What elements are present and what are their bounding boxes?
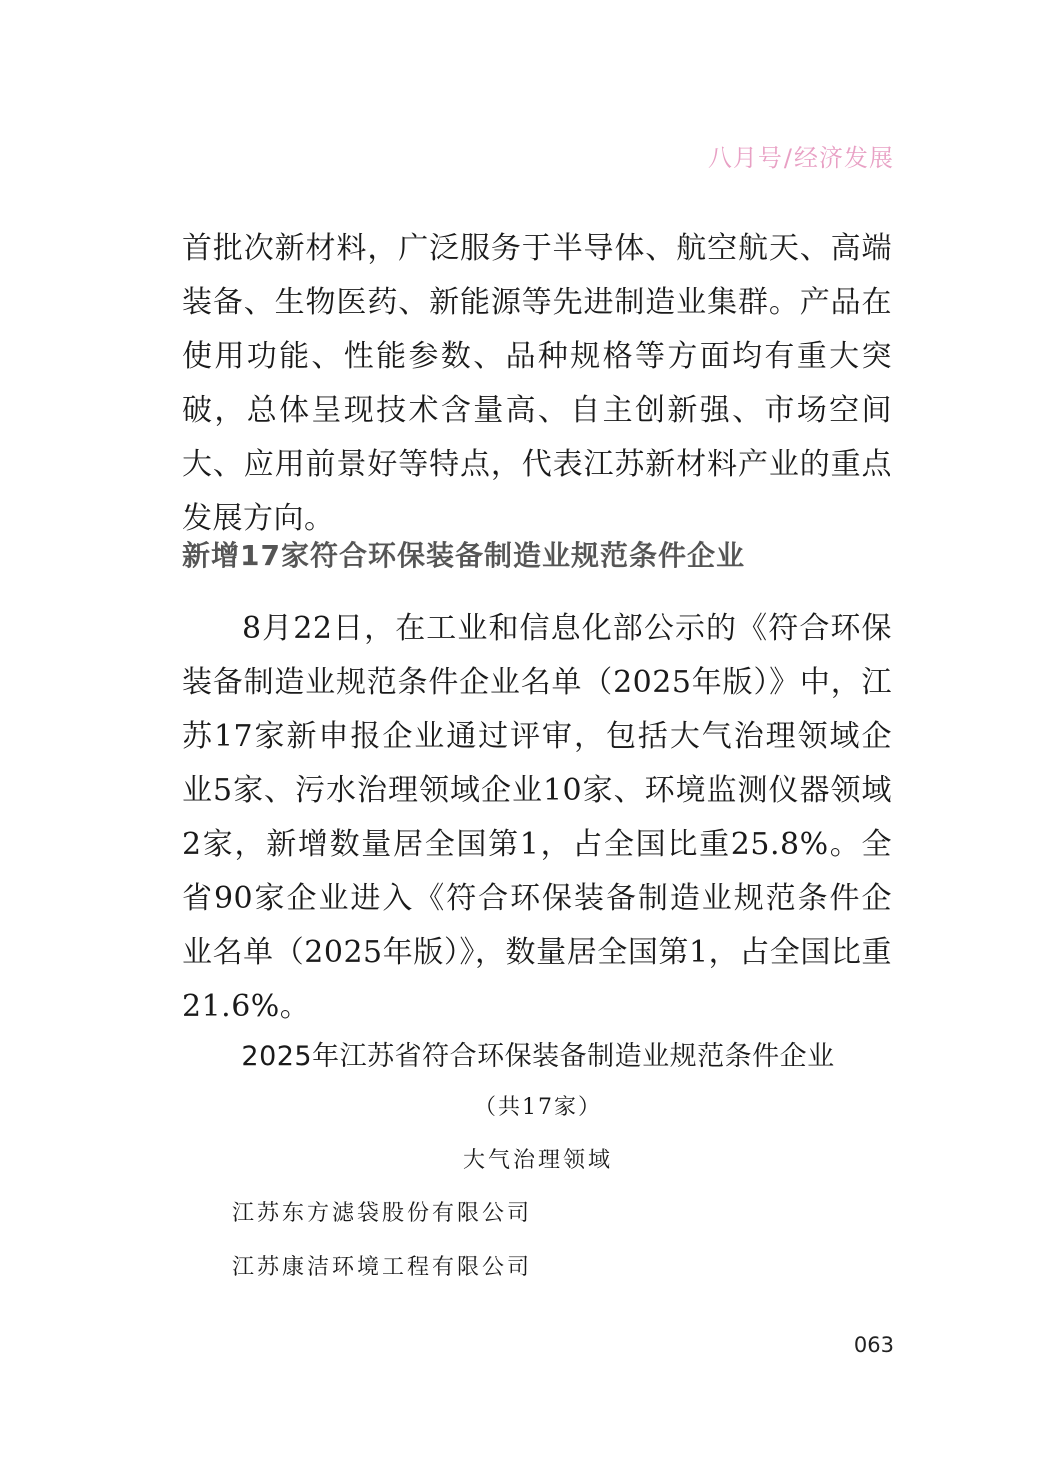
- company-item: 江苏康洁环境工程有限公司: [232, 1255, 533, 1280]
- section-heading: 新增17家符合环保装备制造业规范条件企业: [182, 539, 745, 572]
- page-number: 063: [853, 1333, 894, 1357]
- running-header: [708, 138, 894, 173]
- header-separator: /: [783, 144, 793, 172]
- list-title: 2025年江苏省符合环保装备制造业规范条件企业: [241, 1041, 835, 1072]
- header-issue: 八月号: [707, 144, 783, 172]
- body-paragraph: 8月22日，在工业和信息化部公示的《符合环保装备制造业规范条件企业名单（2025年版）》中，江苏17家新申报企业通过评审，包括大气治理领域企业5家、污水治理领域企业10家、环境监测仪器领域2家，新增数量居全国第1，占全国比重25.8%。全省90家企业进入《符合环保装备制造业规范条件企业名单（2025年版）》，数量居全国第1，占全国比重21.6%。: [182, 611, 892, 1024]
- list-subtitle: （共17家）: [474, 1095, 602, 1120]
- company-item: 江苏东方滤袋股份有限公司: [232, 1201, 533, 1226]
- header-section: 经济发展: [794, 144, 894, 172]
- intro-paragraph: 首批次新材料，广泛服务于半导体、航空航天、高端装备、生物医药、新能源等先进制造业集群。产品在使用功能、性能参数、品种规格等方面均有重大突破，总体呈现技术含量高、自主创新强、市场空间大、应用前景好等特点，代表江苏新材料产业的重点发展方向。: [182, 231, 892, 536]
- category-heading: 大气治理领域: [462, 1148, 613, 1173]
